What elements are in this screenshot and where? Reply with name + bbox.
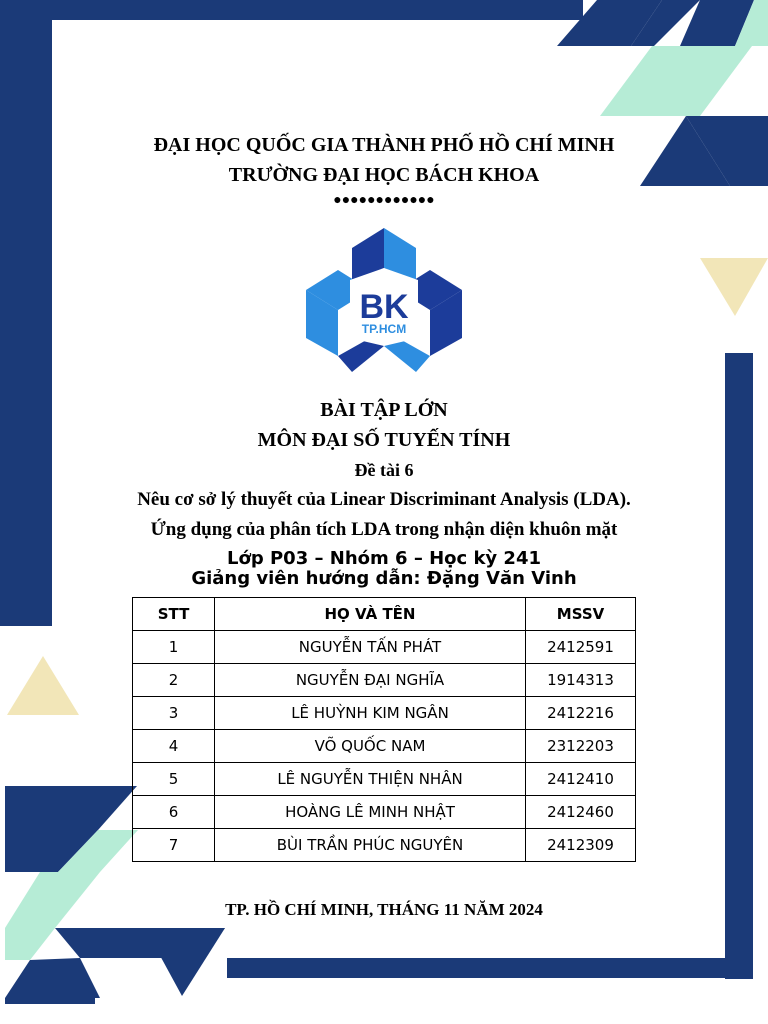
topic-line-1: Nêu cơ sở lý thuyết của Linear Discriminant Analysis (LDA).: [137, 489, 631, 510]
assignment-type: BÀI TẬP LỚN: [320, 399, 448, 421]
cell-student-id: 2412309: [526, 829, 636, 862]
cell-name: NGUYỄN TẤN PHÁT: [215, 631, 526, 664]
logo-city-text: TP.HCM: [361, 322, 407, 336]
table-row: [133, 829, 636, 862]
table-row: [133, 631, 636, 664]
place-and-date: TP. HỒ CHÍ MINH, THÁNG 11 NĂM 2024: [225, 900, 543, 919]
header-name: HỌ VÀ TÊN: [215, 598, 526, 631]
cell-student-id: 2312203: [526, 730, 636, 763]
triangle-sand: [7, 656, 79, 715]
triangle-mint: [5, 928, 55, 960]
members-table: [132, 597, 636, 862]
header-stt: STT: [133, 598, 215, 631]
bk-logo: [303, 226, 465, 378]
cell-stt: 2: [133, 664, 215, 697]
triangle-sand: [700, 258, 768, 316]
cell-name: BÙI TRẦN PHÚC NGUYÊN: [215, 829, 526, 862]
frame-bar-bottom-left: [5, 998, 95, 1004]
cell-student-id: 1914313: [526, 664, 636, 697]
school-name: TRƯỜNG ĐẠI HỌC BÁCH KHOA: [228, 164, 540, 186]
table-row: [133, 664, 636, 697]
class-info: Lớp P03 – Nhóm 6 – Học kỳ 241: [227, 548, 541, 569]
topic-line-2: Ứng dụng của phân tích LDA trong nhận diện khuôn mặt: [150, 519, 618, 540]
frame-bar-bottom: [227, 958, 753, 978]
cell-stt: 4: [133, 730, 215, 763]
topic-number: Đề tài 6: [354, 460, 414, 480]
table-row: [133, 730, 636, 763]
cell-name: HOÀNG LÊ MINH NHẬT: [215, 796, 526, 829]
subject-name: MÔN ĐẠI SỐ TUYẾN TÍNH: [257, 429, 511, 451]
table-row: [133, 763, 636, 796]
triangle-navy: [5, 786, 137, 830]
cell-stt: 1: [133, 631, 215, 664]
cell-stt: 5: [133, 763, 215, 796]
triangle-navy: [145, 928, 225, 996]
table-row: [133, 796, 636, 829]
header-student-id: MSSV: [526, 598, 636, 631]
cell-student-id: 2412591: [526, 631, 636, 664]
cell-name: VÕ QUỐC NAM: [215, 730, 526, 763]
ornament-divider: ●●●●●●●●●●●●: [333, 193, 435, 208]
cell-stt: 6: [133, 796, 215, 829]
university-name: ĐẠI HỌC QUỐC GIA THÀNH PHỐ HỒ CHÍ MINH: [153, 134, 615, 156]
instructor: Giảng viên hướng dẫn: Đặng Văn Vinh: [191, 568, 577, 589]
cell-student-id: 2412216: [526, 697, 636, 730]
cell-student-id: 2412460: [526, 796, 636, 829]
table-header-row: [133, 598, 636, 631]
cell-name: LÊ HUỲNH KIM NGÂN: [215, 697, 526, 730]
cell-student-id: 2412410: [526, 763, 636, 796]
triangle-navy: [5, 958, 100, 998]
cell-stt: 3: [133, 697, 215, 730]
cell-name: LÊ NGUYỄN THIỆN NHÂN: [215, 763, 526, 796]
frame-bar-top: [0, 0, 583, 20]
logo-bk-text: BK: [359, 288, 409, 326]
triangle-mint: [600, 46, 752, 116]
table-row: [133, 697, 636, 730]
cell-name: NGUYỄN ĐẠI NGHĨA: [215, 664, 526, 697]
cell-stt: 7: [133, 829, 215, 862]
